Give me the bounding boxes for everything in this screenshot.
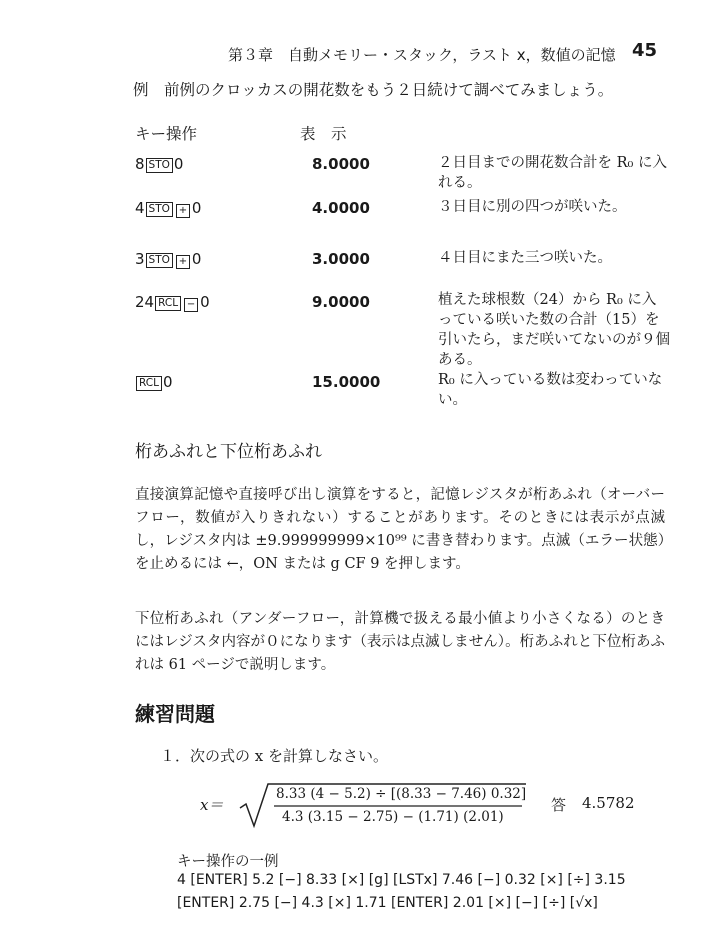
- x-equals: x＝: [200, 796, 224, 814]
- sto-key: STO: [146, 158, 173, 173]
- display-value: 9.0000: [312, 293, 370, 311]
- page-number: 45: [632, 40, 658, 61]
- key-digit: 0: [191, 250, 202, 268]
- key-sequence-row: [135, 373, 173, 391]
- key-sequence-row: [135, 199, 201, 218]
- display-value: 4.0000: [312, 199, 370, 217]
- minus-key: −: [184, 298, 198, 312]
- key-digit: 0: [173, 155, 184, 173]
- row-description: ２日目までの開花数合計を R₀ に入れる。: [438, 155, 667, 191]
- column-display: 表 示: [300, 125, 347, 143]
- row-description: 植えた球根数（24）から R₀ に入っている咲いた数の合計（15）を引いたら，まだ咲いてないのが９個ある。: [438, 292, 670, 368]
- key-digit: 8: [135, 155, 145, 173]
- section-title: 桁あふれと下位桁あふれ: [135, 442, 322, 462]
- key-sequence-line-1: 4 [ENTER] 5.2 [−] 8.33 [×] [g] [LSTx] 7.46 [−] 0.32 [×] [÷] 3.15: [177, 872, 626, 888]
- column-key-ops: キー操作: [135, 125, 198, 143]
- sto-key: STO: [146, 253, 173, 268]
- paragraph-underflow: 下位桁あふれ（アンダーフロー，計算機で扱える最小値より小さくなる）のときにはレジスタ内容が０になります（表示は点滅しません）。桁あふれと下位桁あふれは 61 ページで説明します。: [135, 611, 665, 673]
- key-sequence-row: [135, 293, 210, 312]
- row-description: ３日目に別の四つが咲いた。: [438, 199, 627, 215]
- display-value: 15.0000: [312, 373, 381, 391]
- key-sequence-line-2: [ENTER] 2.75 [−] 4.3 [×] 1.71 [ENTER] 2.01 [×] [−] [÷] [√x]: [177, 895, 598, 911]
- key-digit: 0: [200, 293, 210, 311]
- plus-key: +: [176, 204, 190, 218]
- numerator: 8.33 (4 − 5.2) ÷ [(8.33 − 7.46) 0.32]: [276, 786, 527, 802]
- key-digit: 3: [135, 250, 145, 268]
- key-digit: 24: [135, 293, 155, 311]
- key-sequence-row: [135, 155, 183, 173]
- answer-value: 4.5782: [582, 794, 635, 812]
- answer-label: 答: [551, 796, 567, 814]
- display-value: 8.0000: [312, 155, 370, 173]
- row-description: R₀ に入っている数は変わっていない。: [438, 372, 663, 408]
- rcl-key: RCL: [136, 376, 162, 391]
- sto-key: STO: [146, 202, 173, 217]
- display-value: 3.0000: [312, 250, 370, 268]
- exercises-heading: 練習問題: [135, 702, 215, 726]
- key-digit: 4: [135, 199, 145, 217]
- row-description: ４日目にまた三つ咲いた。: [438, 250, 612, 266]
- key-digit: 0: [191, 199, 202, 217]
- key-sequence-row: [135, 250, 201, 269]
- question-1: １．次の式の x を計算しなさい。: [160, 747, 388, 765]
- rcl-key: RCL: [155, 296, 181, 311]
- key-digit: 0: [162, 373, 173, 391]
- paragraph-overflow: 直接演算記憶や直接呼び出し演算をすると，記憶レジスタが桁あふれ（オーバーフロー，数値が入りきれない）することがあります。そのときには表示が点滅し，レジスタ内は ±9.999999999×10⁹⁹ に書き替わります。点滅（エラー状態）を止めるには ←，ON または g CF 9 を押します。: [135, 487, 665, 572]
- example-intro: 例 前例のクロッカスの開花数をもう２日続けて調べてみましょう。: [133, 81, 614, 99]
- chapter-header: 第３章 自動メモリー・スタック，ラスト x，数値の記憶: [228, 46, 616, 64]
- plus-key: +: [176, 255, 190, 269]
- key-example-title: キー操作の一例: [177, 854, 279, 870]
- denominator: 4.3 (3.15 − 2.75) − (1.71) (2.01): [282, 809, 504, 825]
